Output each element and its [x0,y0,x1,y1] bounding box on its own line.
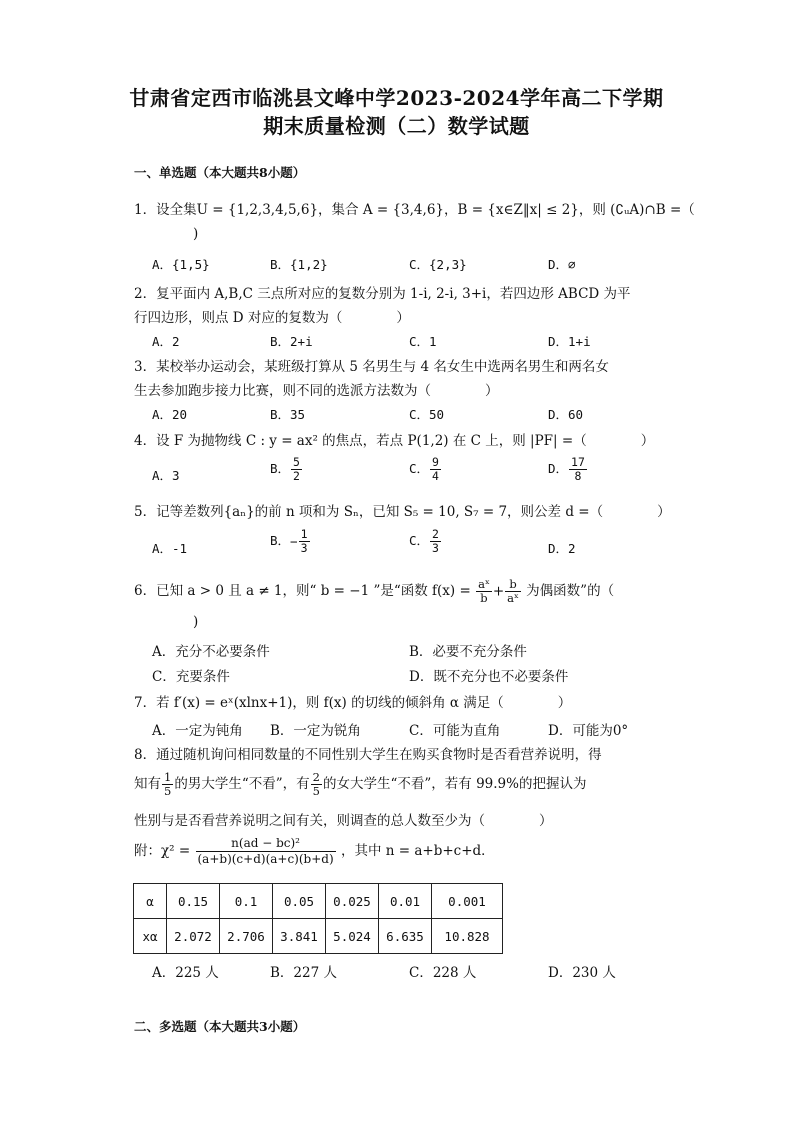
q6-option-b: B．必要不充分条件 [409,644,527,660]
q2-option-c: C．1 [409,334,437,349]
q2-option-d: D．1+i [548,334,591,349]
q5-option-a: A．-1 [152,541,188,556]
section-heading-multiple-choice: 二、多选题（本大题共3小题） [134,1019,306,1034]
q6-option-c: C．充要条件 [152,669,230,685]
q7-option-c: C．可能为直角 [409,723,501,739]
question-8-formula: 附：χ² = $\frac{\text{n(ad − bc)²}}{(a+b)(c+d)(a+c)(b+d)}$ ，其中 n = a+b+c+d． [134,836,495,866]
question-1-text: 1．设全集U = {1,2,3,4,5,6}，集合 A = {3,4,6}，B = {x∈Z‖x| ≤ 2}，则 (∁ᵤA)∩B =（ [134,202,695,218]
question-5-text: 5．记等差数列{aₙ}的前 n 项和为 Sₙ，已知 S₅ = 10, S₇ = 7，则公差 d =（ ） [134,504,671,520]
table-cell: 0.15 [167,884,220,919]
question-8-line-1: 8．通过随机询问相同数量的不同性别大学生在购买食物时是否看营养说明，得 [134,747,602,763]
table-cell: 5.024 [326,919,379,954]
question-7-text: 7．若 f′(x) = eˣ(xlnx+1)，则 f(x) 的切线的倾斜角 α 满足（ ） [134,695,572,711]
q4-option-c-fraction: $\frac{9}{4}$ [432,455,439,483]
exam-title-line2: 期末质量检测（二）数学试题 [263,114,530,138]
q3-option-d: D．60 [548,407,584,422]
question-3-continuation: 生去参加跑步接力比赛，则不同的选派方法数为（ ） [134,383,499,399]
q1-option-d: D．∅ [548,257,576,272]
q7-option-d: D．可能为0° [548,723,629,739]
q4-option-d: D． $\frac{17}{8}$ [548,455,585,483]
q1-option-b: B．{1,2} [270,257,328,272]
q3-option-c: C．50 [409,407,445,422]
table-cell: α [134,884,167,919]
q2-option-a: A．2 [152,334,180,349]
table-cell: 2.072 [167,919,220,954]
chi-square-fraction: $\frac{\text{n(ad − bc)²}}{(a+b)(c+d)(a+c)(b+d)}$ [197,836,334,866]
q5-option-d: D．2 [548,541,576,556]
table-cell: 10.828 [432,919,503,954]
q6-option-d: D．既不充分也不必要条件 [409,669,569,685]
question-3-text: 3．某校举办运动会，某班级打算从 5 名男生与 4 名女生中选两名男生和两名女 [134,359,609,375]
q8-fraction-female: $\frac{2}{5}$ [312,770,320,798]
question-1-continuation: ) [193,226,199,242]
question-4-text: 4．设 F 为抛物线 C : y = ax² 的焦点，若点 P(1,2) 在 C 上，则 |PF| =（ ） [134,433,655,449]
q2-option-b: B．2+i [270,334,313,349]
q1-option-c: C．{2,3} [409,257,467,272]
q4-option-b: B． $\frac{5}{2}$ [270,455,300,483]
question-8-line-2: 知有 $\frac{1}{5}$ 的男大学生“不看”，有 $\frac{2}{5}$ 的女大学生“不看”，若有 99.9%的把握认为 [134,770,587,798]
q1-option-a: A．{1,5} [152,257,210,272]
q6-option-a: A．充分不必要条件 [152,644,270,660]
q8-option-a: A．225 人 [152,965,219,981]
q5-option-b-fraction: $\frac{1}{3}$ [300,527,308,555]
table-cell: 0.1 [220,884,273,919]
table-cell: 2.706 [220,919,273,954]
q8-option-d: D．230 人 [548,965,616,981]
q5-option-b: B．− $\frac{1}{3}$ [270,527,308,555]
question-6-continuation: ) [193,614,199,630]
table-cell: xα [134,919,167,954]
question-6-text: 6．已知 a > 0 且 a ≠ 1，则“ b = −1 ”是“函数 f(x) = $\frac{\text{aˣ}}{b}$ + $\frac{b}{\text{aˣ}}$ 为偶函数”的（ [134,577,615,605]
table-row [134,919,503,954]
table-cell: 0.01 [379,884,432,919]
q8-option-c: C．228 人 [409,965,477,981]
q3-option-a: A．20 [152,407,188,422]
q8-option-b: B．227 人 [270,965,337,981]
question-2-text: 2．复平面内 A,B,C 三点所对应的复数分别为 1-i, 2-i, 3+i，若四边形 ABCD 为平 [134,286,631,302]
q7-option-b: B．一定为锐角 [270,723,361,739]
q4-option-c: C． $\frac{9}{4}$ [409,455,439,483]
q4-option-a: A．3 [152,468,180,483]
chi-square-critical-value-table [133,883,503,954]
table-row [134,884,503,919]
question-2-continuation: 行四边形，则点 D 对应的复数为（ ） [134,310,410,326]
q5-option-c: C． $\frac{2}{3}$ [409,527,439,555]
table-cell: 3.841 [273,919,326,954]
q5-option-c-fraction: $\frac{2}{3}$ [432,527,439,555]
q3-option-b: B．35 [270,407,306,422]
q4-option-b-fraction: $\frac{5}{2}$ [293,455,300,483]
table-cell: 0.025 [326,884,379,919]
q6-fraction-1: $\frac{\text{aˣ}}{b}$ [478,577,490,605]
q7-option-a: A．一定为钝角 [152,723,243,739]
exam-title-line1: 甘肃省定西市临洮县文峰中学2023-2024学年高二下学期 [129,86,664,110]
q4-option-d-fraction: $\frac{17}{8}$ [571,455,585,483]
table-cell: 0.001 [432,884,503,919]
table-cell: 6.635 [379,919,432,954]
question-8-line-3: 性别与是否看营养说明之间有关，则调查的总人数至少为（ ） [134,813,553,829]
table-cell: 0.05 [273,884,326,919]
q6-fraction-2: $\frac{b}{\text{aˣ}}$ [507,577,519,605]
q8-fraction-male: $\frac{1}{5}$ [164,770,172,798]
section-heading-single-choice: 一、单选题（本大题共8小题） [134,165,306,180]
